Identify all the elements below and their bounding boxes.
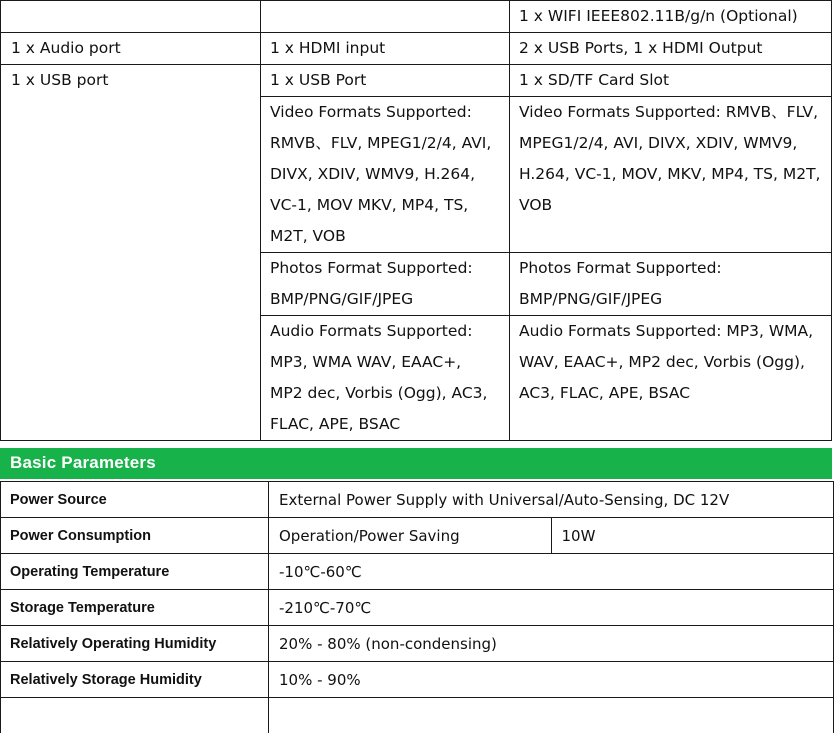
table-cell xyxy=(1,1,261,33)
cell-text: WAV, EAAC+, MP2 dec, Vorbis (Ogg), xyxy=(519,347,831,378)
section-header-title: Basic Parameters xyxy=(10,453,156,473)
table-row xyxy=(1,698,834,733)
cell-text: MPEG1/2/4, AVI, DIVX, XDIV, WMV9, xyxy=(519,128,831,159)
cell-text: VC-1, MOV MKV, MP4, TS, xyxy=(270,190,509,221)
table-cell xyxy=(261,33,510,65)
table-row xyxy=(1,662,834,698)
video-formats-cell xyxy=(510,97,832,253)
cell-text: BMP/PNG/GIF/JPEG xyxy=(270,284,509,315)
param-value-secondary: 10W xyxy=(551,518,834,554)
table-cell xyxy=(510,1,832,33)
cell-text: BMP/PNG/GIF/JPEG xyxy=(519,284,831,315)
param-label: Storage Temperature xyxy=(1,590,269,626)
table-cell xyxy=(269,698,834,733)
table-cell xyxy=(1,698,269,733)
table-row xyxy=(1,626,834,662)
cell-text: AC3, FLAC, APE, BSAC xyxy=(519,378,831,409)
cell-text: FLAC, APE, BSAC xyxy=(270,409,509,440)
param-label: Power Source xyxy=(1,482,269,518)
cell-text: Audio Formats Supported: xyxy=(270,316,509,347)
table-row xyxy=(1,518,834,554)
cell-text: H.264, VC-1, MOV, MKV, MP4, TS, M2T, xyxy=(519,159,831,190)
table-cell xyxy=(261,65,510,97)
param-value: Operation/Power Saving xyxy=(269,518,552,554)
cell-text: MP2 dec, Vorbis (Ogg), AC3, xyxy=(270,378,509,409)
cell-text: 1 x USB port xyxy=(11,65,260,96)
table-cell xyxy=(510,65,832,97)
param-label: Relatively Operating Humidity xyxy=(1,626,269,662)
param-label: Relatively Storage Humidity xyxy=(1,662,269,698)
param-value: External Power Supply with Universal/Auto-Sensing, DC 12V xyxy=(269,482,834,518)
parameters-table xyxy=(0,481,834,733)
audio-formats-cell xyxy=(261,316,510,441)
table-row xyxy=(1,482,834,518)
cell-text: Video Formats Supported: xyxy=(270,97,509,128)
cell-text: 1 x Audio port xyxy=(11,33,260,64)
cell-text: Audio Formats Supported: MP3, WMA, xyxy=(519,316,831,347)
cell-text: DIVX, XDIV, WMV9, H.264, xyxy=(270,159,509,190)
cell-text: 1 x SD/TF Card Slot xyxy=(519,65,831,96)
table-row xyxy=(1,65,832,97)
param-label: Power Consumption xyxy=(1,518,269,554)
cell-text: 1 x USB Port xyxy=(270,65,509,96)
cell-text: Photos Format Supported: xyxy=(270,253,509,284)
param-label: Operating Temperature xyxy=(1,554,269,590)
table-row xyxy=(1,590,834,626)
cell-text: VOB xyxy=(519,190,831,221)
video-formats-cell xyxy=(261,97,510,253)
param-value: 10% - 90% xyxy=(269,662,834,698)
table-cell xyxy=(1,65,261,441)
photo-formats-cell xyxy=(510,253,832,316)
table-cell xyxy=(510,33,832,65)
cell-text: 2 x USB Ports, 1 x HDMI Output xyxy=(519,33,831,64)
cell-text: RMVB、FLV, MPEG1/2/4, AVI, xyxy=(270,128,509,159)
table-cell xyxy=(261,1,510,33)
cell-text: 1 x WIFI IEEE802.11B/g/n (Optional) xyxy=(519,1,831,32)
cell-text: Photos Format Supported: xyxy=(519,253,831,284)
cell-text: M2T, VOB xyxy=(270,221,509,252)
cell-text: 1 x HDMI input xyxy=(270,33,509,64)
cell-text: MP3, WMA WAV, EAAC+, xyxy=(270,347,509,378)
table-row xyxy=(1,554,834,590)
basic-parameters-table xyxy=(0,481,834,733)
param-value: -10℃-60℃ xyxy=(269,554,834,590)
photo-formats-cell xyxy=(261,253,510,316)
table-row xyxy=(1,33,832,65)
section-header-basic-parameters xyxy=(0,448,832,481)
param-value: -210℃-70℃ xyxy=(269,590,834,626)
table-cell xyxy=(1,33,261,65)
audio-formats-cell xyxy=(510,316,832,441)
table-row xyxy=(1,1,832,33)
cell-text: Video Formats Supported: RMVB、FLV, xyxy=(519,97,831,128)
param-value: 20% - 80% (non-condensing) xyxy=(269,626,834,662)
